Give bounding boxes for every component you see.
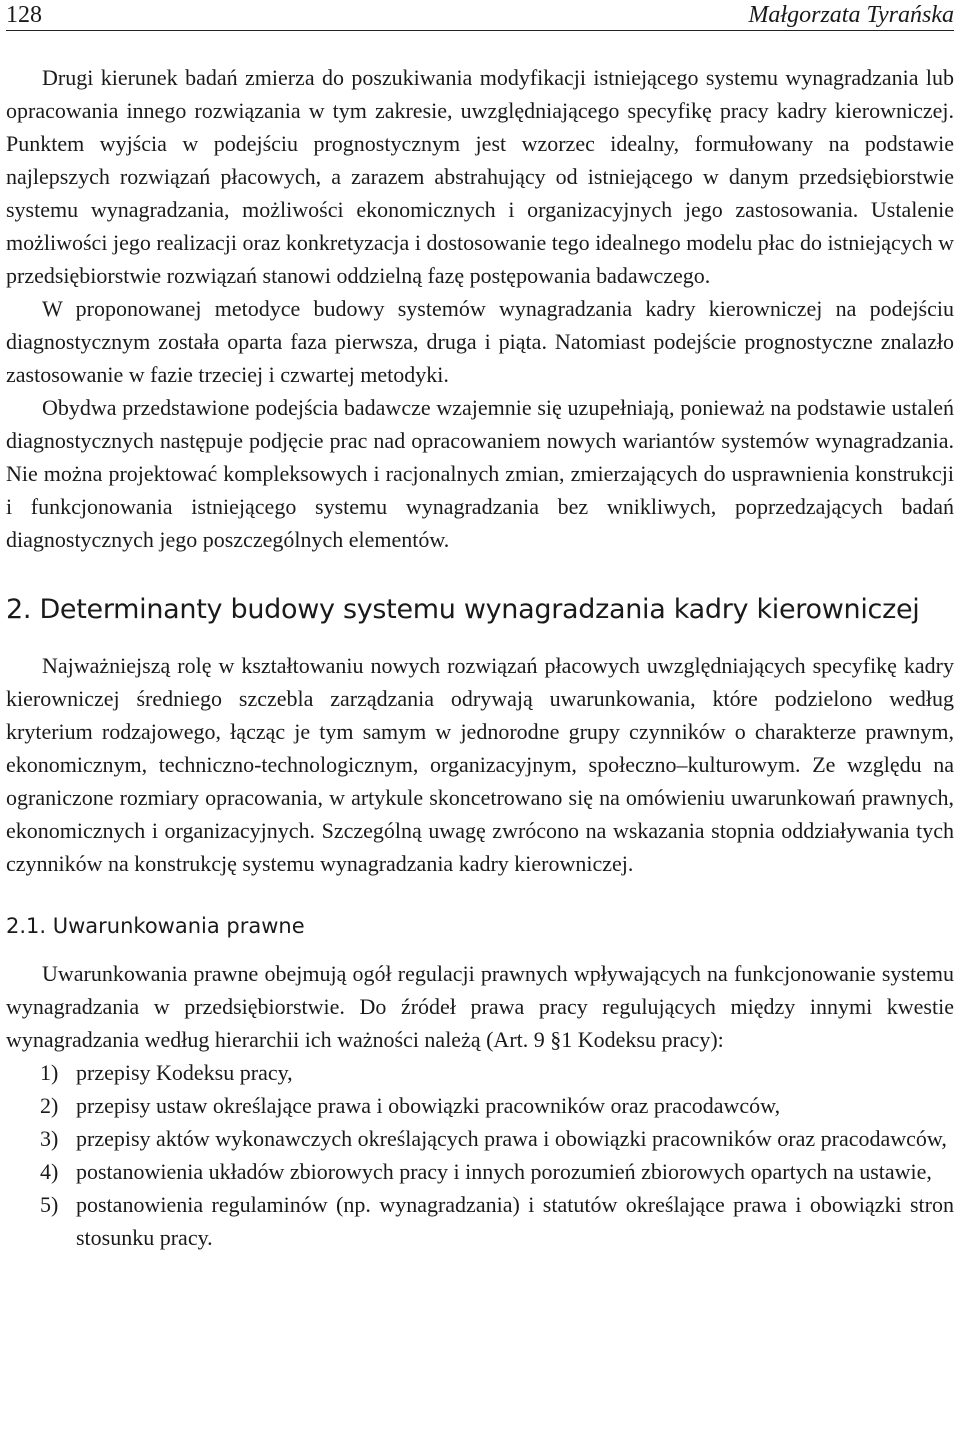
running-head-author: Małgorzata Tyrańska <box>748 2 954 28</box>
list-item-number: 2) <box>40 1093 59 1118</box>
list-item-number: 4) <box>40 1159 59 1184</box>
list-item-text: postanowienia regulaminów (np. wynagradzania) i statutów określające prawa i obowiązki stron stosunku pracy. <box>76 1192 954 1250</box>
body-paragraph: W proponowanej metodyce budowy systemów wynagradzania kadry kierowniczej na podejściu diagnostycznym została oparta faza pierwsza, druga i piąta. Natomiast podejście prognostyczne znalazło zastosowanie w fazie trzeciej i czwartej metodyki. <box>6 296 954 387</box>
body-paragraph: Obydwa przedstawione podejścia badawcze wzajemnie się uzupełniają, ponieważ na podstawie ustaleń diagnostycznych następuje podjęcie prac nad opracowaniem nowych wariantów systemów wynagradzania. Nie można projektować kompleksowych i racjonalnych zmian, zmierzających do usprawnienia konstrukcji i funkcjonowania istniejącego systemu wynagradzania bez wnikliwych, poprzedzających badań diagnostycznych jego poszczególnych elementów. <box>6 395 954 552</box>
list-item-text: przepisy ustaw określające prawa i obowiązki pracowników oraz pracodawców, <box>76 1093 781 1118</box>
list-item-text: postanowienia układów zbiorowych pracy i innych porozumień zbiorowych opartych na ustawie, <box>76 1159 932 1184</box>
body-paragraph: Uwarunkowania prawne obejmują ogół regulacji prawnych wpływających na funkcjonowanie systemu wynagradzania w przedsiębiorstwie. Do źródeł prawa pracy regulujących między innymi kwestie wynagradzania według hierarchii ich ważności należą (Art. 9 §1 Kodeksu pracy): <box>6 961 954 1052</box>
page-header <box>6 0 954 31</box>
page-body <box>6 61 954 1254</box>
list-item <box>6 1155 954 1188</box>
body-paragraph: Drugi kierunek badań zmierza do poszukiwania modyfikacji istniejącego systemu wynagradzania lub opracowania innego rozwiązania w tym zakresie, uwzględniającego specyfikę pracy kadry kierowniczej. Punktem wyjścia w podejściu prognostycznym jest wzorzec idealny, formułowany na podstawie najlepszych rozwiązań płacowych, a zarazem abstrahujący od istniejącego w danym przedsiębiorstwie systemu wynagradzania, możliwości ekonomicznych i organizacyjnych jego zastosowania. Ustalenie możliwości jego realizacji oraz konkretyzacja i dostosowanie tego idealnego modelu płac do istniejących w przedsiębiorstwie rozwiązań stanowi oddzielną fazę postępowania badawczego. <box>6 65 954 288</box>
list-item-text: przepisy aktów wykonawczych określających prawa i obowiązki pracowników oraz pracodawców, <box>76 1126 947 1151</box>
list-item-number: 3) <box>40 1126 59 1151</box>
subsection-heading: 2.1. Uwarunkowania prawne <box>6 914 305 938</box>
list-item <box>6 1122 954 1155</box>
page-number: 128 <box>6 2 42 28</box>
list-item <box>6 1089 954 1122</box>
list-item-number: 5) <box>40 1192 59 1217</box>
list-item-text: przepisy Kodeksu pracy, <box>76 1060 293 1085</box>
list-item <box>6 1188 954 1254</box>
body-paragraph: Najważniejszą rolę w kształtowaniu nowych rozwiązań płacowych uwzględniających specyfikę kadry kierowniczej średniego szczebla zarządzania odrywają uwarunkowania, które podzielono według kryterium rodzajowego, łącząc je tym samym w jednorodne grupy czynników o charakterze prawnym, ekonomicznym, techniczno-technologicznym, organizacyjnym, społeczno–kulturowym. Ze względu na ograniczone rozmiary opracowania, w artykule skoncetrowano się na omówieniu uwarunkowań prawnych, ekonomicznych i organizacyjnych. Szczególną uwagę zwrócono na wskazania stopnia oddziaływania tych czynników na konstrukcję systemu wynagradzania kadry kierowniczej. <box>6 653 954 876</box>
legal-sources-list <box>6 1056 954 1254</box>
section-heading: 2. Determinanty budowy systemu wynagradzania kadry kierowniczej <box>6 594 920 625</box>
list-item <box>6 1056 954 1089</box>
list-item-number: 1) <box>40 1060 59 1085</box>
